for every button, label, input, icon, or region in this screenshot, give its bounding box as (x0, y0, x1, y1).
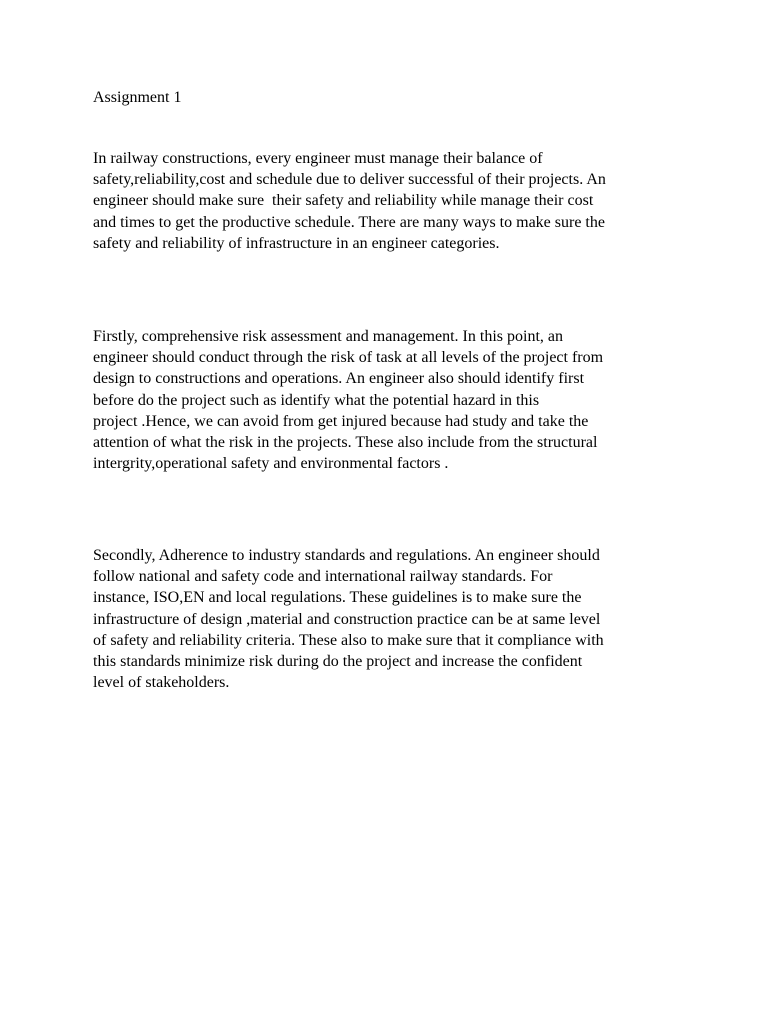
paragraph-line: of safety and reliability criteria. These also to make sure that it compliance with (93, 631, 604, 649)
paragraph-line: Secondly, Adherence to industry standards and regulations. An engineer should (93, 547, 600, 564)
paragraph-line: before do the project such as identify what the potential hazard in this (93, 391, 540, 409)
document-title: Assignment 1 (93, 89, 182, 106)
paragraph-intro (93, 148, 683, 254)
paragraph-line: instance, ISO,EN and local regulations. These guidelines is to make sure the (93, 589, 582, 607)
paragraph-line: Firstly, comprehensive risk assessment and management. In this point, an (93, 328, 563, 345)
paragraph-line: intergrity,operational safety and environmental factors . (93, 455, 449, 473)
paragraph-line: infrastructure of design ,material and construction practice can be at same level (93, 610, 601, 628)
paragraph-line: this standards minimize risk during do the project and increase the confident (93, 653, 583, 671)
paragraph-line: safety,reliability,cost and schedule due to deliver successful of their projects. An (93, 171, 606, 189)
paragraph-line: In railway constructions, every engineer must manage their balance of (93, 150, 543, 167)
paragraph-line: attention of what the risk in the projects. These also include from the structural (93, 434, 598, 452)
paragraph-line: safety and reliability of infrastructure in an engineer categories. (93, 234, 500, 252)
paragraph-line: engineer should conduct through the risk of task at all levels of the project from (93, 349, 604, 367)
paragraph-risk-assessment (93, 326, 683, 474)
paragraph-standards (93, 545, 683, 693)
paragraph-line: and times to get the productive schedule. There are many ways to make sure the (93, 213, 605, 231)
paragraph-line: project .Hence, we can avoid from get injured because had study and take the (93, 412, 589, 430)
paragraph-line: design to constructions and operations. An engineer also should identify first (93, 370, 585, 388)
paragraph-line: level of stakeholders. (93, 674, 230, 692)
paragraph-line: engineer should make sure their safety and reliability while manage their cost (93, 192, 594, 210)
paragraph-line: follow national and safety code and international railway standards. For (93, 568, 553, 586)
